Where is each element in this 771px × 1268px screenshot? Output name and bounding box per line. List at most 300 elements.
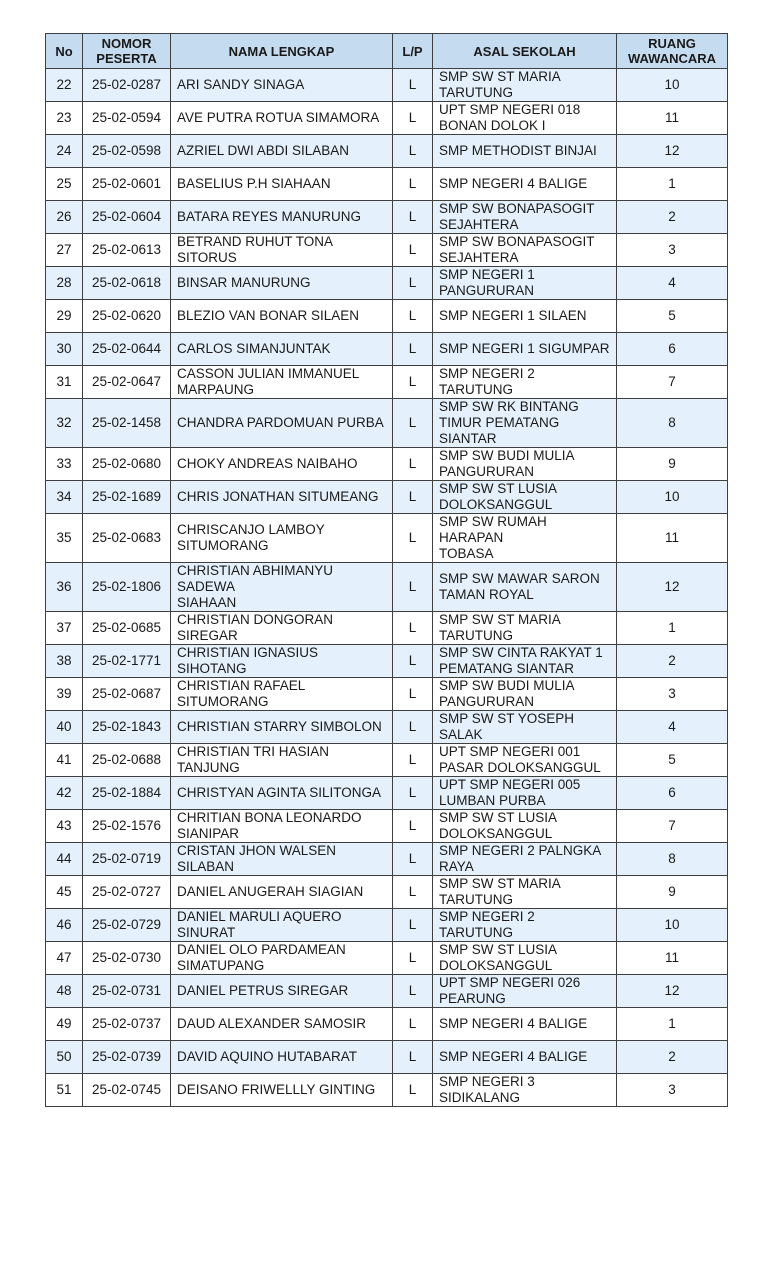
cell-lp: L xyxy=(393,234,433,267)
cell-nomor-peserta: 25-02-0594 xyxy=(83,102,171,135)
cell-nama-lengkap xyxy=(171,942,393,975)
cell-nama-lengkap xyxy=(171,1041,393,1074)
cell-asal-sekolah xyxy=(433,1008,617,1041)
cell-ruang-wawancara: 2 xyxy=(617,645,728,678)
cell-no: 27 xyxy=(46,234,83,267)
cell-nama-lengkap-line: DAVID AQUINO HUTABARAT xyxy=(177,1049,358,1064)
cell-ruang-wawancara: 3 xyxy=(617,678,728,711)
cell-nama-lengkap-line: CHOKY ANDREAS NAIBAHO xyxy=(177,456,358,471)
cell-asal-sekolah xyxy=(433,234,617,267)
cell-ruang-wawancara: 5 xyxy=(617,300,728,333)
cell-lp: L xyxy=(393,399,433,448)
cell-ruang-wawancara: 3 xyxy=(617,234,728,267)
cell-nama-lengkap xyxy=(171,168,393,201)
cell-nomor-peserta: 25-02-0688 xyxy=(83,744,171,777)
cell-asal-sekolah xyxy=(433,69,617,102)
cell-nama-lengkap xyxy=(171,514,393,563)
cell-nama-lengkap xyxy=(171,1074,393,1107)
cell-lp: L xyxy=(393,645,433,678)
table-row xyxy=(46,448,728,481)
cell-nomor-peserta: 25-02-0727 xyxy=(83,876,171,909)
cell-asal-sekolah-line: SMP SW RUMAH HARAPAN xyxy=(439,514,547,545)
table-row xyxy=(46,678,728,711)
cell-nomor-peserta: 25-02-0644 xyxy=(83,333,171,366)
cell-no: 40 xyxy=(46,711,83,744)
cell-asal-sekolah-line: SMP NEGERI 4 BALIGE xyxy=(439,176,588,191)
cell-ruang-wawancara: 3 xyxy=(617,1074,728,1107)
cell-lp: L xyxy=(393,267,433,300)
cell-asal-sekolah xyxy=(433,645,617,678)
cell-ruang-wawancara: 12 xyxy=(617,975,728,1008)
cell-nomor-peserta: 25-02-1884 xyxy=(83,777,171,810)
cell-asal-sekolah-line: SMP NEGERI 1 SILAEN xyxy=(439,308,587,323)
cell-asal-sekolah-line: LUMBAN PURBA xyxy=(439,793,546,808)
header-nama-lengkap: NAMA LENGKAP xyxy=(171,34,393,69)
cell-asal-sekolah-line: TAMAN ROYAL xyxy=(439,587,534,602)
cell-no: 26 xyxy=(46,201,83,234)
cell-lp: L xyxy=(393,612,433,645)
cell-asal-sekolah xyxy=(433,810,617,843)
cell-asal-sekolah-line: SMP NEGERI 2 TARUTUNG xyxy=(439,909,535,940)
cell-no: 41 xyxy=(46,744,83,777)
cell-nomor-peserta: 25-02-0287 xyxy=(83,69,171,102)
cell-ruang-wawancara: 10 xyxy=(617,481,728,514)
cell-asal-sekolah xyxy=(433,300,617,333)
header-nomor-peserta xyxy=(83,34,171,69)
cell-nama-lengkap xyxy=(171,975,393,1008)
cell-nama-lengkap-line: CASSON JULIAN IMMANUEL xyxy=(177,366,360,381)
cell-asal-sekolah-line: TARUTUNG xyxy=(439,892,513,907)
cell-asal-sekolah-line: SMP METHODIST BINJAI xyxy=(439,143,597,158)
cell-nomor-peserta: 25-02-0620 xyxy=(83,300,171,333)
cell-nomor-peserta: 25-02-0745 xyxy=(83,1074,171,1107)
table-row xyxy=(46,234,728,267)
cell-nama-lengkap xyxy=(171,333,393,366)
cell-no: 23 xyxy=(46,102,83,135)
header-no: No xyxy=(46,34,83,69)
cell-asal-sekolah-line: SMP SW RK BINTANG xyxy=(439,399,579,414)
cell-nama-lengkap xyxy=(171,102,393,135)
cell-nomor-peserta: 25-02-0598 xyxy=(83,135,171,168)
cell-ruang-wawancara: 6 xyxy=(617,333,728,366)
cell-nama-lengkap-line: SITUMORANG xyxy=(177,538,269,553)
cell-nama-lengkap-line: DANIEL PETRUS SIREGAR xyxy=(177,983,349,998)
cell-nama-lengkap-line: TANJUNG xyxy=(177,760,240,775)
cell-asal-sekolah-line: SMP SW BUDI MULIA xyxy=(439,678,575,693)
cell-nama-lengkap-line: BLEZIO VAN BONAR SILAEN xyxy=(177,308,360,323)
table-row xyxy=(46,744,728,777)
cell-nama-lengkap-line: CRISTAN JHON WALSEN SILABAN xyxy=(177,843,337,874)
cell-no: 46 xyxy=(46,909,83,942)
cell-no: 44 xyxy=(46,843,83,876)
cell-lp: L xyxy=(393,909,433,942)
cell-nama-lengkap-line: MARPAUNG xyxy=(177,382,255,397)
table-row xyxy=(46,1074,728,1107)
cell-lp: L xyxy=(393,744,433,777)
cell-asal-sekolah xyxy=(433,942,617,975)
cell-nama-lengkap xyxy=(171,909,393,942)
cell-nama-lengkap xyxy=(171,744,393,777)
cell-asal-sekolah xyxy=(433,399,617,448)
cell-no: 32 xyxy=(46,399,83,448)
table-row xyxy=(46,975,728,1008)
table-row xyxy=(46,168,728,201)
cell-nama-lengkap-line: DAUD ALEXANDER SAMOSIR xyxy=(177,1016,367,1031)
cell-lp: L xyxy=(393,876,433,909)
cell-lp: L xyxy=(393,481,433,514)
cell-no: 33 xyxy=(46,448,83,481)
cell-no: 47 xyxy=(46,942,83,975)
cell-lp: L xyxy=(393,102,433,135)
cell-ruang-wawancara: 1 xyxy=(617,168,728,201)
cell-ruang-wawancara: 10 xyxy=(617,909,728,942)
cell-ruang-wawancara: 4 xyxy=(617,267,728,300)
cell-no: 31 xyxy=(46,366,83,399)
table-row xyxy=(46,300,728,333)
cell-no: 48 xyxy=(46,975,83,1008)
cell-nama-lengkap-line: SIAHAAN xyxy=(177,595,237,610)
cell-asal-sekolah-line: PASAR DOLOKSANGGUL xyxy=(439,760,601,775)
cell-ruang-wawancara: 4 xyxy=(617,711,728,744)
cell-asal-sekolah xyxy=(433,514,617,563)
cell-asal-sekolah-line: SMP SW ST YOSEPH SALAK xyxy=(439,711,575,742)
cell-asal-sekolah-line: UPT SMP NEGERI 005 xyxy=(439,777,581,792)
cell-nama-lengkap xyxy=(171,399,393,448)
cell-nomor-peserta: 25-02-0687 xyxy=(83,678,171,711)
cell-ruang-wawancara: 5 xyxy=(617,744,728,777)
cell-asal-sekolah-line: SMP SW ST MARIA xyxy=(439,612,561,627)
cell-lp: L xyxy=(393,678,433,711)
cell-no: 49 xyxy=(46,1008,83,1041)
cell-no: 51 xyxy=(46,1074,83,1107)
table-row xyxy=(46,481,728,514)
header-nomor-line1: NOMOR xyxy=(101,36,152,51)
cell-asal-sekolah-line: UPT SMP NEGERI 001 xyxy=(439,744,581,759)
cell-ruang-wawancara: 9 xyxy=(617,876,728,909)
cell-nomor-peserta: 25-02-0618 xyxy=(83,267,171,300)
cell-asal-sekolah-line: SEJAHTERA xyxy=(439,217,519,232)
cell-nama-lengkap xyxy=(171,843,393,876)
cell-asal-sekolah-line: TARUTUNG xyxy=(439,85,513,100)
cell-ruang-wawancara: 2 xyxy=(617,201,728,234)
cell-nama-lengkap xyxy=(171,645,393,678)
cell-ruang-wawancara: 1 xyxy=(617,1008,728,1041)
cell-nomor-peserta: 25-02-1771 xyxy=(83,645,171,678)
cell-asal-sekolah xyxy=(433,612,617,645)
cell-nama-lengkap-line: SINURAT xyxy=(177,925,236,940)
cell-nomor-peserta: 25-02-0613 xyxy=(83,234,171,267)
cell-lp: L xyxy=(393,1074,433,1107)
table-row xyxy=(46,399,728,448)
cell-nama-lengkap xyxy=(171,234,393,267)
cell-nama-lengkap xyxy=(171,876,393,909)
cell-asal-sekolah xyxy=(433,563,617,612)
cell-nama-lengkap xyxy=(171,69,393,102)
cell-no: 24 xyxy=(46,135,83,168)
cell-asal-sekolah-line: UPT SMP NEGERI 018 xyxy=(439,102,581,117)
cell-asal-sekolah-line: TIMUR PEMATANG xyxy=(439,415,560,430)
cell-asal-sekolah xyxy=(433,777,617,810)
header-asal-sekolah: ASAL SEKOLAH xyxy=(433,34,617,69)
cell-nama-lengkap xyxy=(171,267,393,300)
cell-no: 50 xyxy=(46,1041,83,1074)
cell-nama-lengkap xyxy=(171,481,393,514)
cell-asal-sekolah xyxy=(433,333,617,366)
table-row xyxy=(46,909,728,942)
cell-no: 35 xyxy=(46,514,83,563)
cell-asal-sekolah-line: PANGURURAN xyxy=(439,694,535,709)
cell-asal-sekolah-line: TARUTUNG xyxy=(439,628,513,643)
cell-ruang-wawancara: 2 xyxy=(617,1041,728,1074)
cell-lp: L xyxy=(393,201,433,234)
cell-nama-lengkap-line: DEISANO FRIWELLLY GINTING xyxy=(177,1082,376,1097)
cell-asal-sekolah xyxy=(433,102,617,135)
header-ruang-line2: WAWANCARA xyxy=(627,51,717,66)
header-nomor-line2: PESERTA xyxy=(96,51,157,66)
cell-no: 45 xyxy=(46,876,83,909)
header-ruang-wawancara xyxy=(617,34,728,69)
cell-nomor-peserta: 25-02-0647 xyxy=(83,366,171,399)
cell-lp: L xyxy=(393,711,433,744)
cell-nama-lengkap-line: CHRISTIAN IGNASIUS SIHOTANG xyxy=(177,645,319,676)
cell-asal-sekolah-line: PEARUNG xyxy=(439,991,506,1006)
cell-asal-sekolah xyxy=(433,201,617,234)
cell-asal-sekolah xyxy=(433,135,617,168)
cell-nomor-peserta: 25-02-1576 xyxy=(83,810,171,843)
cell-nama-lengkap-line: AVE PUTRA ROTUA SIMAMORA xyxy=(177,110,380,125)
cell-nama-lengkap-line: CHRISTIAN DONGORAN SIREGAR xyxy=(177,612,334,643)
cell-ruang-wawancara: 11 xyxy=(617,514,728,563)
cell-ruang-wawancara: 6 xyxy=(617,777,728,810)
cell-asal-sekolah-line: SMP SW ST LUSIA xyxy=(439,942,558,957)
cell-ruang-wawancara: 10 xyxy=(617,69,728,102)
cell-ruang-wawancara: 7 xyxy=(617,366,728,399)
table-row xyxy=(46,942,728,975)
cell-nama-lengkap-line: BASELIUS P.H SIAHAAN xyxy=(177,176,331,191)
header-ruang-line1: RUANG xyxy=(648,36,696,51)
cell-asal-sekolah xyxy=(433,843,617,876)
cell-asal-sekolah-line: SMP SW ST MARIA xyxy=(439,876,561,891)
cell-asal-sekolah-line: SMP NEGERI 2 PALNGKA xyxy=(439,843,602,858)
cell-lp: L xyxy=(393,1041,433,1074)
cell-ruang-wawancara: 11 xyxy=(617,102,728,135)
cell-nomor-peserta: 25-02-0719 xyxy=(83,843,171,876)
cell-lp: L xyxy=(393,1008,433,1041)
cell-nama-lengkap xyxy=(171,201,393,234)
cell-ruang-wawancara: 1 xyxy=(617,612,728,645)
cell-asal-sekolah-line: SIANTAR xyxy=(439,431,497,446)
cell-nama-lengkap-line: CHRIS JONATHAN SITUMEANG xyxy=(177,489,379,504)
cell-asal-sekolah-line: SMP NEGERI 1 SIGUMPAR xyxy=(439,341,610,356)
cell-nomor-peserta: 25-02-0683 xyxy=(83,514,171,563)
cell-asal-sekolah-line: SMP SW ST MARIA xyxy=(439,69,561,84)
cell-asal-sekolah xyxy=(433,366,617,399)
cell-no: 29 xyxy=(46,300,83,333)
table-row xyxy=(46,69,728,102)
cell-asal-sekolah-line: SMP SW BONAPASOGIT xyxy=(439,201,595,216)
cell-no: 30 xyxy=(46,333,83,366)
cell-nama-lengkap-line: CHRISCANJO LAMBOY xyxy=(177,522,325,537)
table-row xyxy=(46,102,728,135)
cell-nomor-peserta: 25-02-1458 xyxy=(83,399,171,448)
table-row xyxy=(46,1041,728,1074)
cell-asal-sekolah-line: SMP SW ST LUSIA xyxy=(439,481,558,496)
cell-asal-sekolah-line: TOBASA xyxy=(439,546,494,561)
table-body xyxy=(46,69,728,1107)
cell-asal-sekolah xyxy=(433,448,617,481)
cell-asal-sekolah-line: SMP SW BONAPASOGIT xyxy=(439,234,595,249)
cell-nama-lengkap xyxy=(171,810,393,843)
cell-asal-sekolah xyxy=(433,876,617,909)
cell-asal-sekolah-line: SMP SW ST LUSIA xyxy=(439,810,558,825)
cell-nama-lengkap-line: BETRAND RUHUT TONA SITORUS xyxy=(177,234,333,265)
cell-nama-lengkap xyxy=(171,563,393,612)
cell-asal-sekolah-line: SMP NEGERI 3 xyxy=(439,1074,535,1089)
cell-nama-lengkap-line: CHRITIAN BONA LEONARDO xyxy=(177,810,362,825)
table-row xyxy=(46,333,728,366)
cell-nama-lengkap-line: AZRIEL DWI ABDI SILABAN xyxy=(177,143,350,158)
table-row xyxy=(46,711,728,744)
cell-no: 37 xyxy=(46,612,83,645)
cell-no: 42 xyxy=(46,777,83,810)
cell-nama-lengkap xyxy=(171,1008,393,1041)
cell-asal-sekolah xyxy=(433,909,617,942)
cell-asal-sekolah-line: SMP NEGERI 2 TARUTUNG xyxy=(439,366,535,397)
table-row xyxy=(46,563,728,612)
cell-nama-lengkap xyxy=(171,448,393,481)
cell-no: 22 xyxy=(46,69,83,102)
cell-nama-lengkap-line: BATARA REYES MANURUNG xyxy=(177,209,362,224)
cell-asal-sekolah-line: SEJAHTERA xyxy=(439,250,519,265)
cell-no: 39 xyxy=(46,678,83,711)
cell-asal-sekolah-line: SIDIKALANG xyxy=(439,1090,521,1105)
cell-lp: L xyxy=(393,135,433,168)
cell-asal-sekolah-line: SMP NEGERI 4 BALIGE xyxy=(439,1016,588,1031)
cell-asal-sekolah xyxy=(433,1041,617,1074)
table-row xyxy=(46,876,728,909)
cell-nomor-peserta: 25-02-0680 xyxy=(83,448,171,481)
participant-table xyxy=(45,33,728,1107)
cell-nama-lengkap-line: DANIEL ANUGERAH SIAGIAN xyxy=(177,884,364,899)
cell-nama-lengkap-line: SIANIPAR xyxy=(177,826,240,841)
table-row xyxy=(46,645,728,678)
table-row xyxy=(46,777,728,810)
cell-lp: L xyxy=(393,563,433,612)
cell-nomor-peserta: 25-02-1843 xyxy=(83,711,171,744)
cell-nomor-peserta: 25-02-0731 xyxy=(83,975,171,1008)
cell-no: 28 xyxy=(46,267,83,300)
cell-nama-lengkap-line: CHRISTIAN TRI HASIAN xyxy=(177,744,330,759)
cell-lp: L xyxy=(393,843,433,876)
cell-nama-lengkap xyxy=(171,612,393,645)
cell-asal-sekolah-line: PANGURURAN xyxy=(439,464,535,479)
cell-asal-sekolah xyxy=(433,168,617,201)
cell-nomor-peserta: 25-02-1689 xyxy=(83,481,171,514)
cell-nomor-peserta: 25-02-0601 xyxy=(83,168,171,201)
cell-asal-sekolah xyxy=(433,711,617,744)
cell-nama-lengkap xyxy=(171,678,393,711)
cell-asal-sekolah xyxy=(433,481,617,514)
cell-nomor-peserta: 25-02-1806 xyxy=(83,563,171,612)
cell-nomor-peserta: 25-02-0729 xyxy=(83,909,171,942)
header-lp: L/P xyxy=(393,34,433,69)
cell-nomor-peserta: 25-02-0737 xyxy=(83,1008,171,1041)
cell-asal-sekolah xyxy=(433,678,617,711)
cell-nama-lengkap-line: DANIEL MARULI AQUERO xyxy=(177,909,342,924)
cell-asal-sekolah-line: DOLOKSANGGUL xyxy=(439,958,553,973)
table-header xyxy=(46,34,728,69)
cell-nama-lengkap-line: CHRISTYAN AGINTA SILITONGA xyxy=(177,785,382,800)
cell-nama-lengkap-line: CHRISTIAN RAFAEL xyxy=(177,678,306,693)
cell-nomor-peserta: 25-02-0739 xyxy=(83,1041,171,1074)
cell-ruang-wawancara: 9 xyxy=(617,448,728,481)
cell-lp: L xyxy=(393,942,433,975)
cell-nama-lengkap-line: CARLOS SIMANJUNTAK xyxy=(177,341,331,356)
table-row xyxy=(46,612,728,645)
cell-lp: L xyxy=(393,168,433,201)
cell-no: 25 xyxy=(46,168,83,201)
cell-asal-sekolah-line: SMP NEGERI 4 BALIGE xyxy=(439,1049,588,1064)
cell-nama-lengkap-line: CHRISTIAN STARRY SIMBOLON xyxy=(177,719,382,734)
table-row xyxy=(46,843,728,876)
cell-ruang-wawancara: 8 xyxy=(617,399,728,448)
cell-ruang-wawancara: 7 xyxy=(617,810,728,843)
cell-nama-lengkap xyxy=(171,135,393,168)
cell-no: 43 xyxy=(46,810,83,843)
cell-lp: L xyxy=(393,975,433,1008)
cell-nama-lengkap-line: CHRISTIAN ABHIMANYU SADEWA xyxy=(177,563,334,594)
table-row xyxy=(46,201,728,234)
cell-nomor-peserta: 25-02-0685 xyxy=(83,612,171,645)
cell-nama-lengkap xyxy=(171,711,393,744)
table-row xyxy=(46,135,728,168)
cell-asal-sekolah xyxy=(433,267,617,300)
cell-nama-lengkap xyxy=(171,366,393,399)
cell-lp: L xyxy=(393,448,433,481)
cell-lp: L xyxy=(393,514,433,563)
cell-ruang-wawancara: 12 xyxy=(617,563,728,612)
cell-ruang-wawancara: 11 xyxy=(617,942,728,975)
cell-no: 38 xyxy=(46,645,83,678)
cell-lp: L xyxy=(393,69,433,102)
cell-asal-sekolah xyxy=(433,975,617,1008)
cell-asal-sekolah-line: SMP SW BUDI MULIA xyxy=(439,448,575,463)
cell-ruang-wawancara: 8 xyxy=(617,843,728,876)
cell-asal-sekolah-line: UPT SMP NEGERI 026 xyxy=(439,975,581,990)
cell-lp: L xyxy=(393,333,433,366)
cell-asal-sekolah-line: SMP SW CINTA RAKYAT 1 xyxy=(439,645,603,660)
cell-asal-sekolah-line: PANGURURAN xyxy=(439,283,535,298)
table-row xyxy=(46,1008,728,1041)
cell-no: 34 xyxy=(46,481,83,514)
cell-asal-sekolah-line: SMP NEGERI 1 xyxy=(439,267,535,282)
cell-nama-lengkap-line: SITUMORANG xyxy=(177,694,269,709)
cell-asal-sekolah-line: BONAN DOLOK I xyxy=(439,118,546,133)
cell-nama-lengkap xyxy=(171,777,393,810)
table-row xyxy=(46,366,728,399)
cell-lp: L xyxy=(393,777,433,810)
cell-asal-sekolah-line: DOLOKSANGGUL xyxy=(439,826,553,841)
cell-nama-lengkap-line: DANIEL OLO PARDAMEAN xyxy=(177,942,346,957)
cell-lp: L xyxy=(393,366,433,399)
cell-lp: L xyxy=(393,810,433,843)
cell-asal-sekolah xyxy=(433,744,617,777)
cell-asal-sekolah-line: SMP SW MAWAR SARON xyxy=(439,571,600,586)
cell-nomor-peserta: 25-02-0604 xyxy=(83,201,171,234)
cell-asal-sekolah-line: RAYA xyxy=(439,859,474,874)
cell-no: 36 xyxy=(46,563,83,612)
cell-nama-lengkap-line: ARI SANDY SINAGA xyxy=(177,77,305,92)
